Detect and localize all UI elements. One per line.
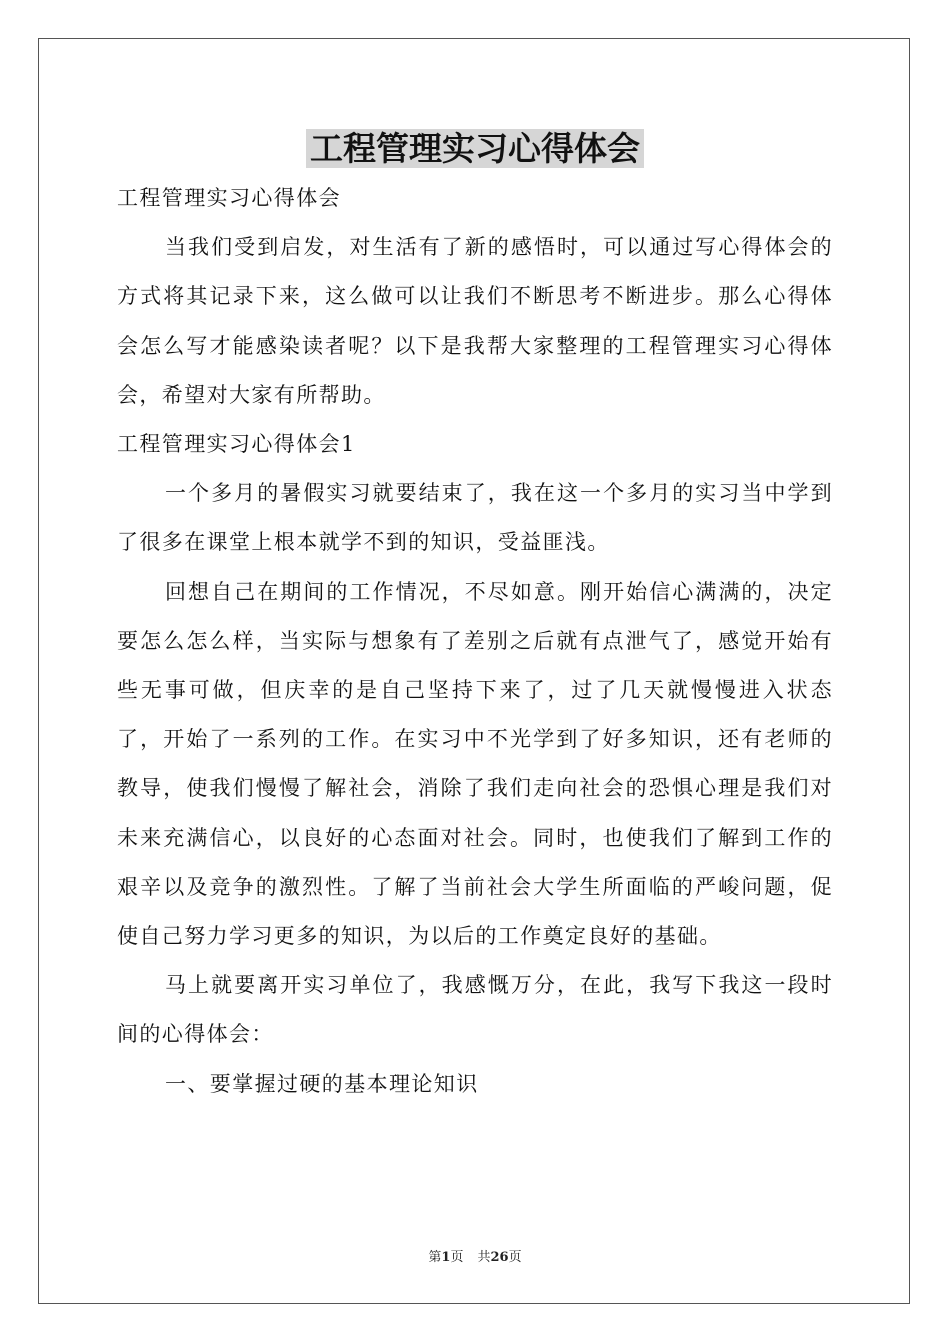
total-suffix: 页 (508, 1250, 522, 1265)
page-number: 1 (441, 1250, 451, 1265)
document-title (0, 124, 950, 174)
body-paragraph: 工程管理实习心得体会 (117, 186, 341, 210)
body-paragraph: 当我们受到启发，对生活有了新的感悟时，可以通过写心得体会的方式将其记录下来，这么做可以让我们不断思考不断进步。那么心得体会怎么写才能感染读者呢？以下是我帮大家整理的工程管理实习心得体会，希望对大家有所帮助。 (117, 235, 833, 407)
page-suffix: 页 (450, 1250, 464, 1265)
body-paragraph: 工程管理实习心得体会1 (117, 432, 356, 457)
body-paragraph: 一个多月的暑假实习就要结束了，我在这一个多月的实习当中学到了很多在课堂上根本就学不到的知识，受益匪浅。 (117, 481, 833, 555)
body-paragraph: 马上就要离开实习单位了，我感慨万分，在此，我写下我这一段时间的心得体会： (117, 973, 833, 1047)
document-title-text: 工程管理实习心得体会 (306, 129, 644, 168)
body-paragraph: 一、要掌握过硬的基本理论知识 (165, 1071, 479, 1096)
page-footer (0, 1246, 950, 1265)
total-pages: 26 (490, 1250, 509, 1265)
page-prefix: 第 (428, 1250, 442, 1265)
body-paragraph: 回想自己在期间的工作情况，不尽如意。刚开始信心满满的，决定要怎么怎么样，当实际与想象有了差别之后就有点泄气了，感觉开始有些无事可做，但庆幸的是自己坚持下来了，过了几天就慢慢进入状态了，开始了一系列的工作。在实习中不光学到了好多知识，还有老师的教导，使我们慢慢了解社会，消除了我们走向社会的恐惧心理是我们对未来充满信心，以良好的心态面对社会。同时，也使我们了解到工作的艰辛以及竞争的激烈性。了解了当前社会大学生所面临的严峻问题，促使自己努力学习更多的知识，为以后的工作奠定良好的基础。 (117, 579, 833, 949)
document-body (117, 174, 833, 1109)
total-prefix: 共 (477, 1250, 491, 1265)
